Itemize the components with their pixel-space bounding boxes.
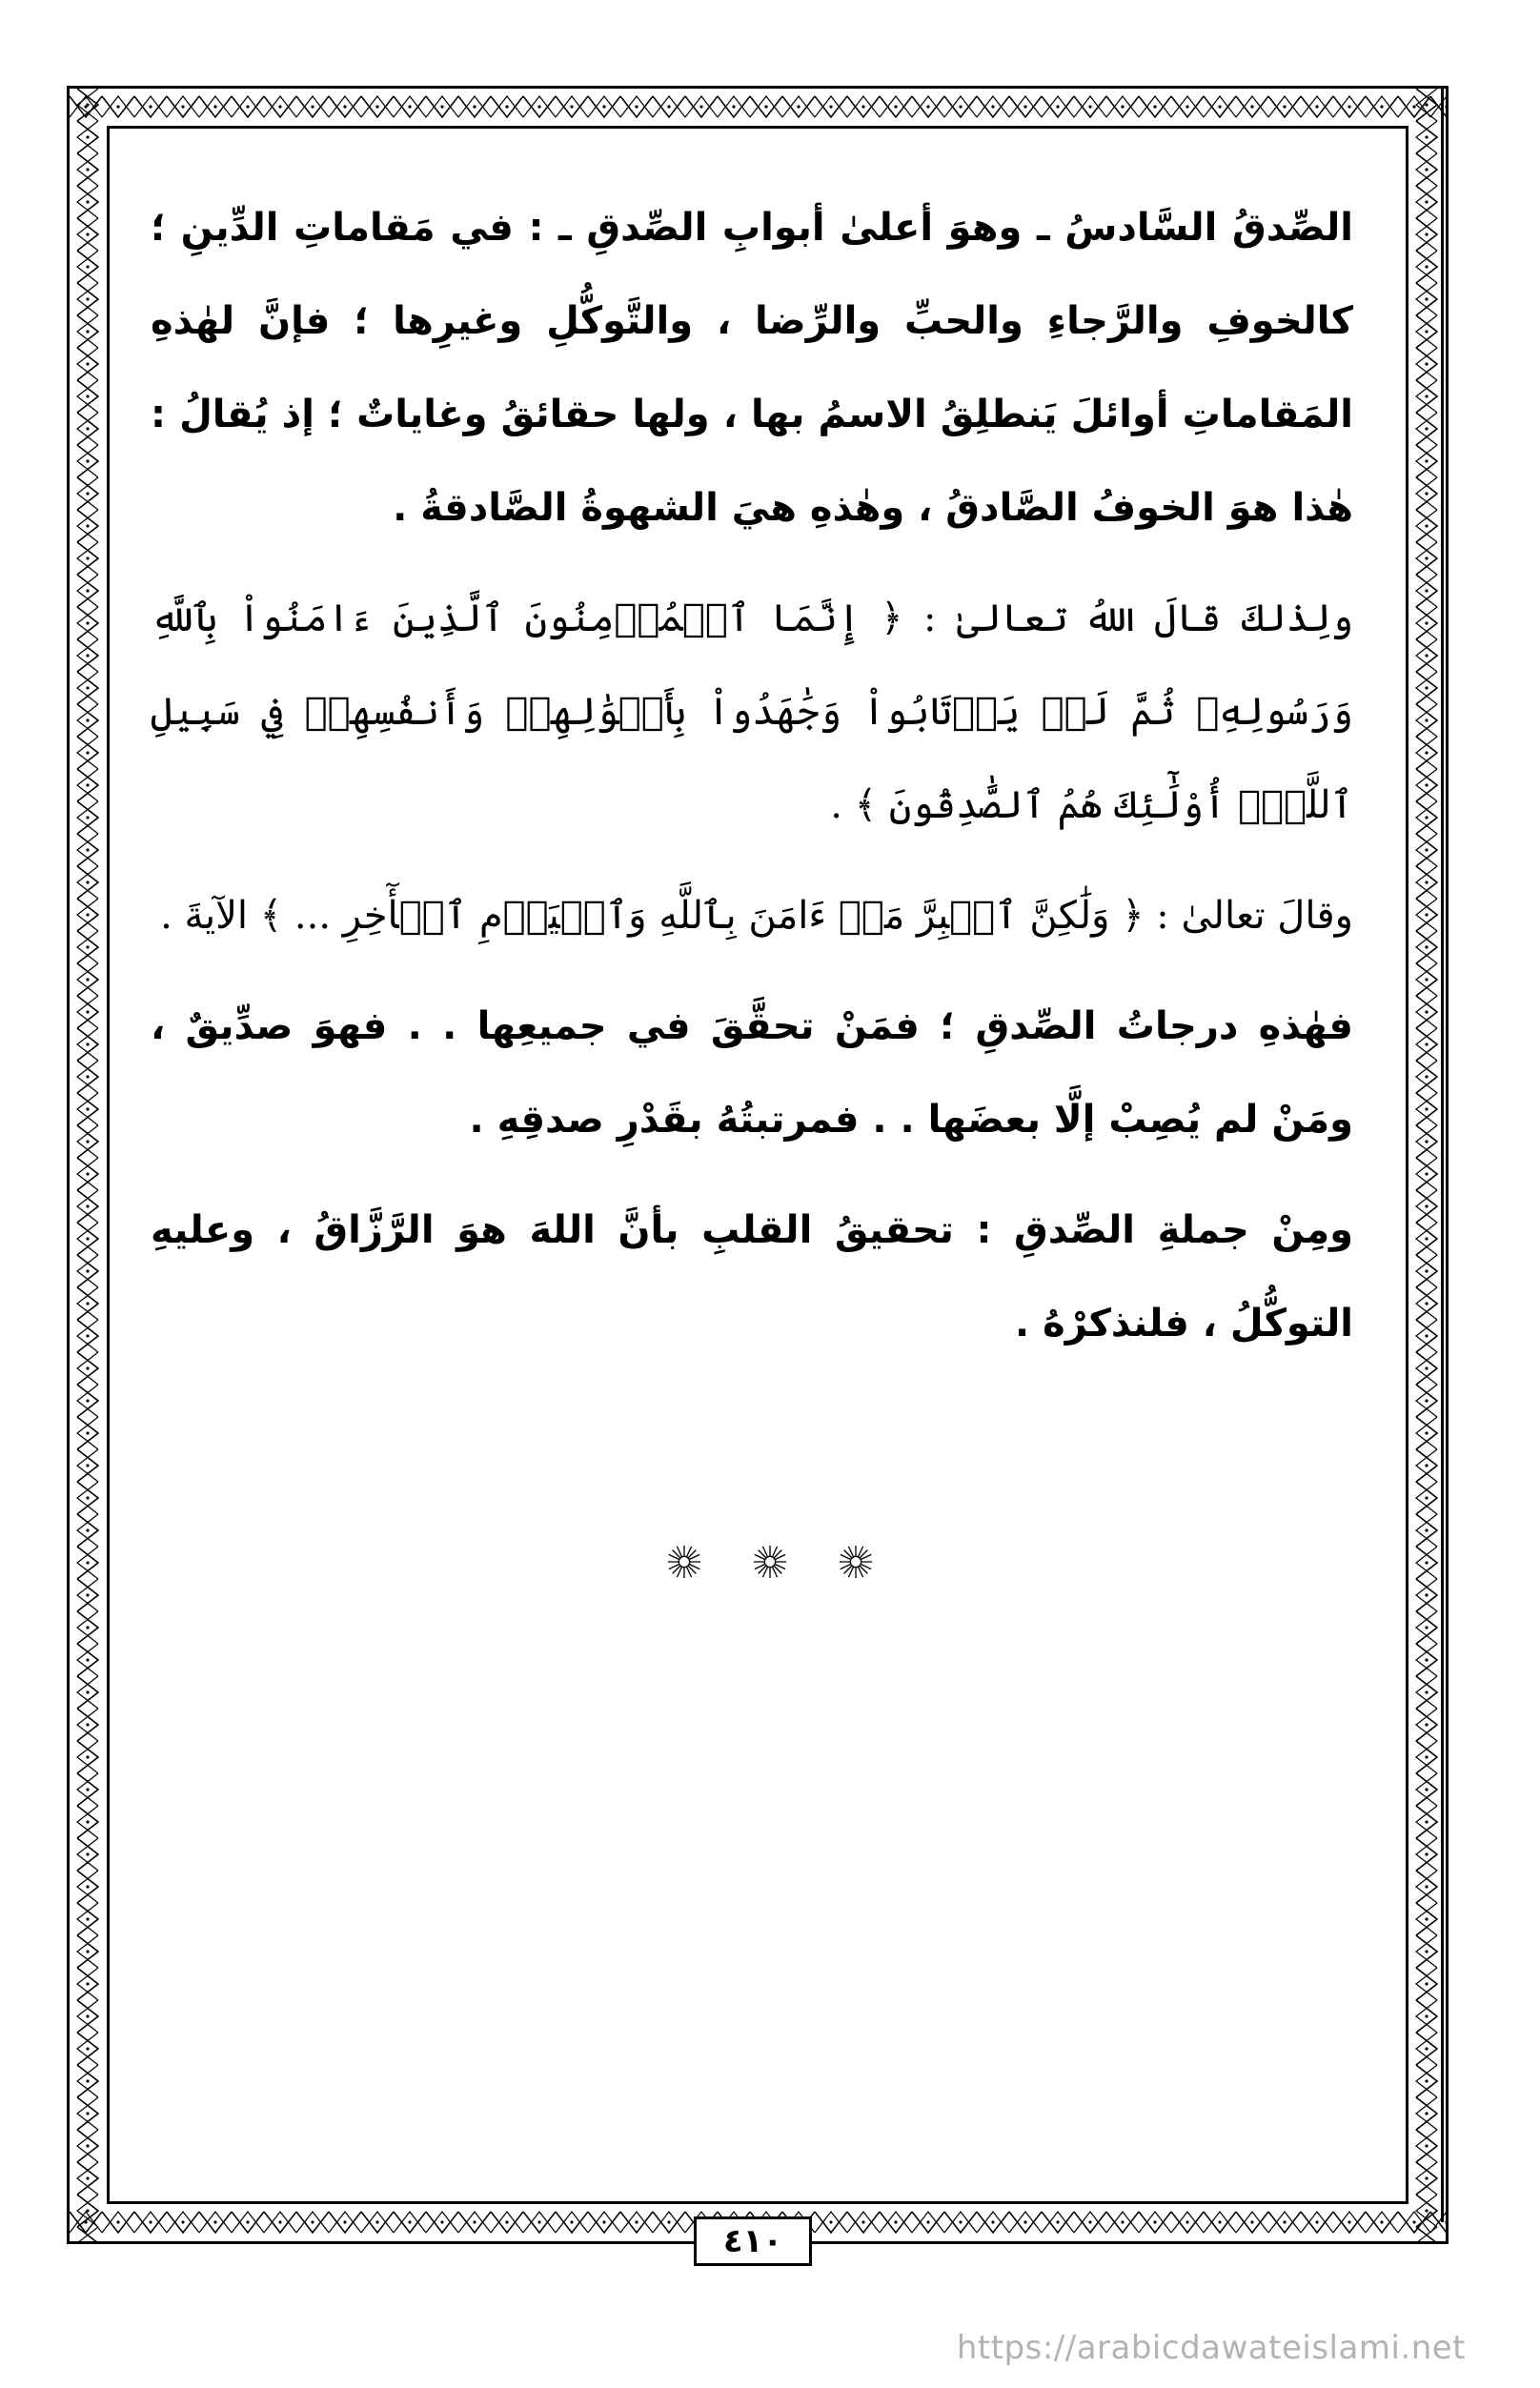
- paragraph-1: الصِّدقُ السَّادسُ ـ وهوَ أعلىٰ أبوابِ الصِّدقِ ـ : في مَقاماتِ الدِّينِ ؛ كالخوفِ والرَّجاءِ والحبِّ والرِّضا ، والتَّوكُّلِ وغيرِها ؛ فإنَّ لهٰذهِ المَقاماتِ أوائلَ يَنطلِقُ الاسمُ بها ، ولها حقائقُ وغاياتٌ ؛ إذ يُقالُ : هٰذا هوَ الخوفُ الصَّادقُ ، وهٰذهِ هيَ الشهوةُ الصَّادقةُ .: [151, 206, 1353, 530]
- section-separator: [0, 1544, 1540, 1580]
- side-rule: [1441, 88, 1444, 2222]
- source-watermark: https://arabicdawateislami.net: [956, 2329, 1466, 2367]
- paragraph-2-quran-citation: ولِذٰلكَ قالَ اللهُ تعالىٰ : ﴿ إِنَّمَا ٱلۡمُؤۡمِنُونَ ٱلَّذِينَ ءَامَنُواْ بِٱللَّهِ وَرَسُولِهِۦ ثُمَّ لَمۡ يَرۡتَابُواْ وَجَٰهَدُواْ بِأَمۡوَٰلِهِمۡ وَأَنفُسِهِمۡ فِي سَبِيلِ ٱللَّهِۚ أُوْلَٰٓئِكَ هُمُ ٱلصَّٰدِقُونَ ﴾ .: [151, 597, 1354, 827]
- sunburst-icon: [666, 1544, 702, 1580]
- decorative-border-top: [70, 89, 1446, 126]
- decorative-border-left: [70, 89, 107, 2241]
- paragraph-3-quran-citation: وقالَ تعالىٰ : ﴿ وَلَٰكِنَّ ٱلۡبِرَّ مَنۡ ءَامَنَ بِٱللَّهِ وَٱلۡيَوۡمِ ٱلۡأٓخِرِ ... ﴾ الآيةَ .: [160, 894, 1353, 938]
- body-text: [151, 181, 1353, 1370]
- paragraph-4: فهٰذهِ درجاتُ الصِّدقِ ؛ فمَنْ تحقَّقَ في جميعِها . . فهوَ صدِّيقٌ ، ومَنْ لم يُصِبْ إلَّا بعضَها . . فمرتبتُهُ بقَدْرِ صدقِهِ .: [151, 1004, 1353, 1142]
- paragraph-5: ومِنْ جملةِ الصِّدقِ : تحقيقُ القلبِ بأنَّ اللهَ هوَ الرَّزَّاقُ ، وعليهِ التوكُّلُ ، فلنذكرْهُ .: [151, 1208, 1353, 1346]
- page-number: ٤١٠: [694, 2216, 812, 2266]
- sunburst-icon: [752, 1544, 788, 1580]
- sunburst-icon: [838, 1544, 874, 1580]
